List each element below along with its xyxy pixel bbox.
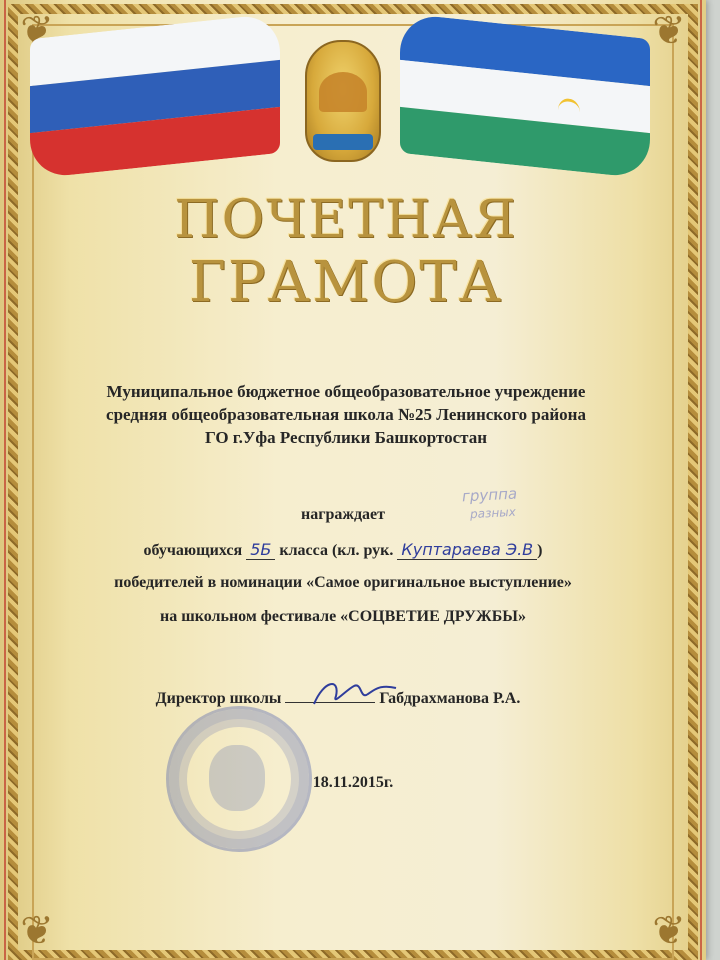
director-signature: [310, 676, 400, 710]
award-date: 18.11.2015г.: [312, 774, 394, 791]
certificate-title-line1: ПОЧЕТНАЯ: [174, 190, 518, 250]
certificate-title-line2: ГРАМОТА: [188, 250, 504, 315]
class-mid: класса (кл. рук.: [279, 542, 394, 559]
award-verb: награждает: [300, 506, 386, 523]
director-name: Габдрахманова Р.А.: [379, 690, 521, 707]
red-edge-line-right: [700, 0, 702, 960]
organization-line2: средняя общеобразовательная школа №25 Ленинского района: [106, 405, 586, 424]
nomination-line: победителей в номинации «Самое оригинальное выступление»: [114, 574, 572, 591]
corner-ornament-top-left: ❦: [20, 8, 54, 53]
class-suffix: ): [537, 542, 543, 559]
emblem-ribbon: [313, 134, 373, 150]
students-prefix: обучающихся: [143, 542, 243, 559]
students-line: [40, 540, 646, 560]
bashkortostan-flag: [400, 13, 650, 179]
red-edge-line-left: [4, 0, 6, 960]
russia-flag: [30, 13, 280, 179]
corner-ornament-bottom-left: ❦: [20, 908, 54, 953]
emblem-horseman: [319, 72, 367, 112]
director-label: Директор школы: [155, 690, 282, 707]
organization-line1: Муниципальное бюджетное общеобразовательное учреждение: [106, 382, 586, 401]
organization-name: [60, 380, 632, 449]
teacher-value: Куптараева Э.В: [397, 540, 537, 560]
class-value: 5Б: [246, 540, 275, 560]
organization-line3: ГО г.Уфа Республики Башкортостан: [204, 428, 488, 447]
festival-line: на школьном фестивале «СОЦВЕТИЕ ДРУЖБЫ»: [160, 608, 526, 625]
flags-header: [30, 18, 650, 178]
bashkortostan-emblem-icon: [305, 40, 381, 162]
corner-ornament-bottom-right: ❦: [652, 908, 686, 953]
faint-handwriting-1: группа: [461, 484, 518, 506]
faint-handwriting-2: разных: [469, 504, 517, 522]
corner-ornament-top-right: ❦: [652, 8, 686, 53]
